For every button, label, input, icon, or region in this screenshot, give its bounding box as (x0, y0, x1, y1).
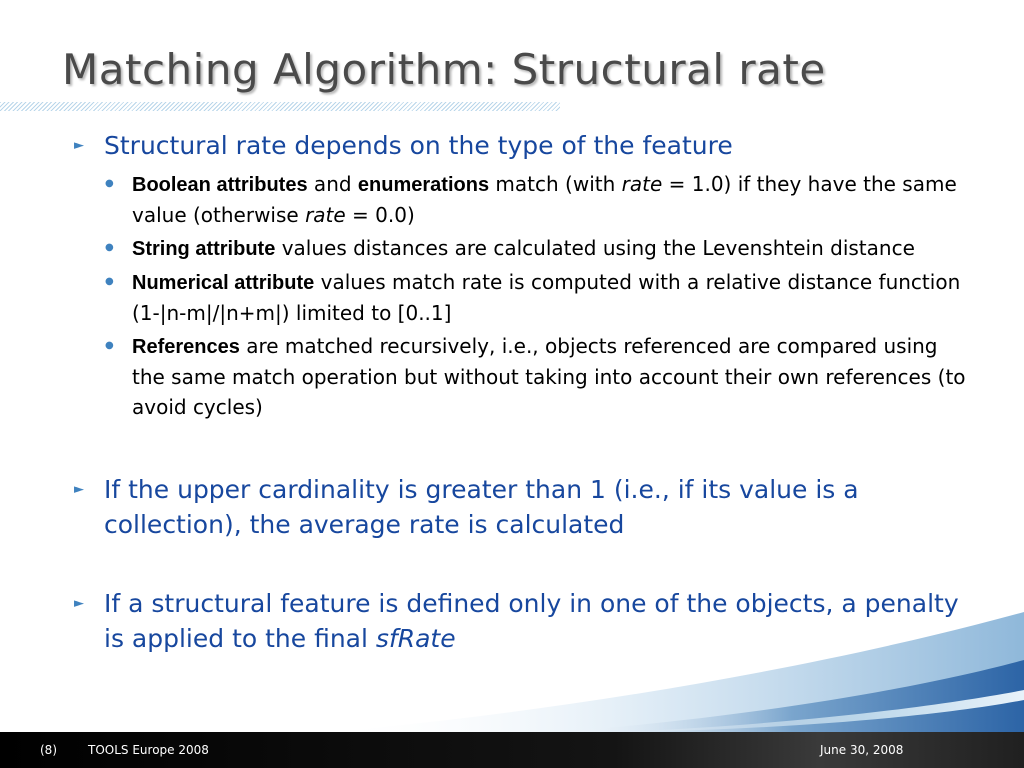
triangle-right-icon: ► (74, 482, 84, 497)
round-dot-icon: ● (105, 242, 114, 253)
term-italic: rate (305, 203, 346, 227)
round-dot-icon: ● (105, 178, 114, 189)
bullet-text: Structural rate depends on the type of the feature (104, 131, 733, 160)
term-bold: enumerations (357, 174, 490, 196)
term-bold: References (132, 336, 240, 358)
bullet-text: If the upper cardinality is greater than 1 (i.e., if its value is a collection), the average rate is calculated (104, 475, 859, 539)
round-dot-icon: ● (105, 276, 114, 287)
triangle-right-icon: ► (74, 596, 84, 611)
slide-content (74, 128, 974, 656)
round-dot-icon: ● (105, 340, 114, 351)
footer-conference: TOOLS Europe 2008 (88, 743, 209, 757)
term-italic: rate (621, 172, 663, 196)
title-underline (0, 102, 560, 111)
bullet-structural-rate (74, 128, 974, 163)
footer-page-number: (8) (40, 743, 57, 757)
bullet-upper-cardinality (74, 472, 974, 542)
term-bold: String attribute (132, 238, 276, 260)
text-run: and (307, 172, 358, 196)
text-run: = 1.0) if they have the same value (otherwise (132, 172, 957, 227)
bullet-text: If a structural feature is defined only in one of the objects, a penalty is applied to the final (104, 589, 959, 653)
triangle-right-icon: ► (74, 138, 84, 153)
subbullet-list (74, 169, 974, 422)
term-bold: Boolean attributes (132, 174, 308, 196)
text-run: match (with (489, 172, 622, 196)
slide-title: Matching Algorithm: Structural rate (62, 45, 826, 94)
text-run: are matched recursively, i.e., objects referenced are compared using the same match operation but without taking into account their own references (to avoid cycles) (132, 334, 966, 419)
subbullet-boolean-enumerations (74, 169, 974, 230)
subbullet-string-attribute (74, 233, 974, 264)
term-bold: Numerical attribute (132, 272, 315, 294)
footer-bar (0, 732, 1024, 768)
footer-date: June 30, 2008 (820, 743, 904, 757)
subbullet-numerical-attribute (74, 267, 974, 328)
bullet-penalty (74, 586, 974, 656)
text-run: values distances are calculated using the Levenshtein distance (275, 236, 915, 260)
sfrate-term: sfRate (375, 624, 456, 653)
text-run: values match rate is computed with a relative distance function (1-|n-m|/|n+m|) limited to [0..1] (132, 270, 961, 325)
subbullet-references (74, 331, 974, 422)
text-run: = 0.0) (345, 203, 415, 227)
